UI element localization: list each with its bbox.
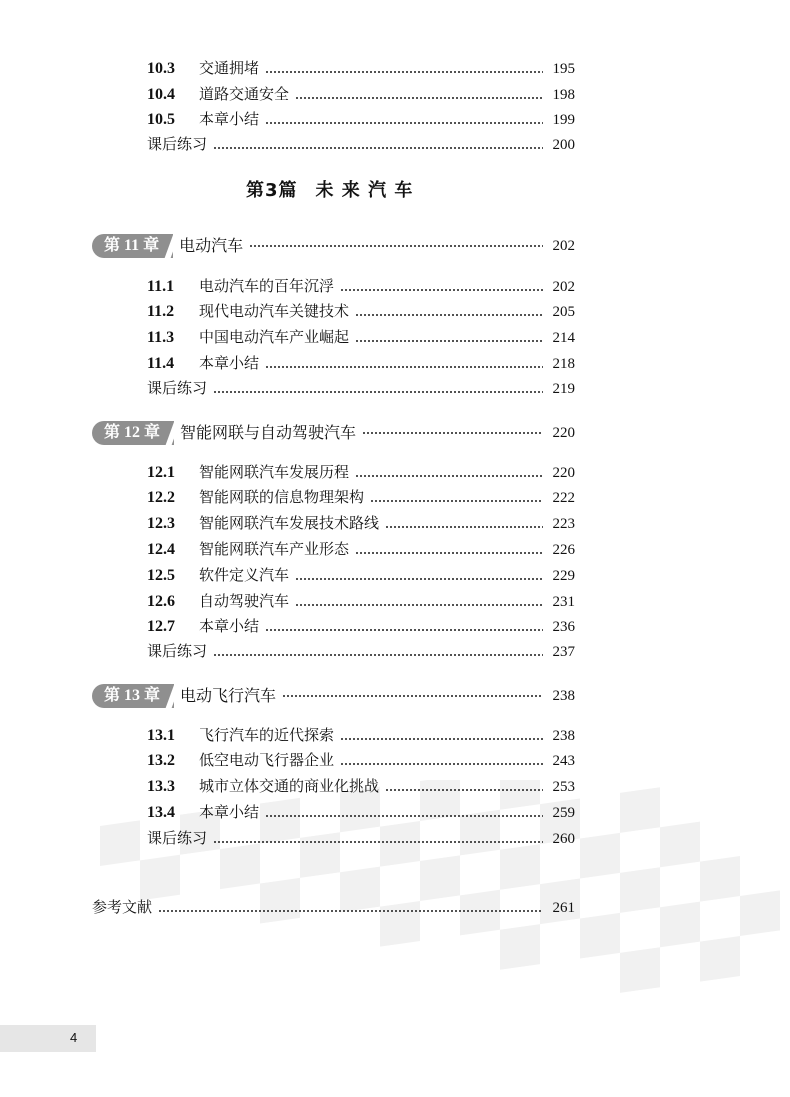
- page-ref: 238: [552, 728, 575, 744]
- page-ref: 253: [552, 779, 575, 795]
- toc-entry-12-1[interactable]: [147, 462, 575, 483]
- page-ref: 205: [552, 304, 575, 320]
- dot-leader: [362, 432, 543, 434]
- dot-leader: [340, 289, 543, 291]
- section-number: 13.1: [147, 727, 175, 744]
- toc-entry-12-5[interactable]: [147, 565, 575, 586]
- toc-entry-11-3[interactable]: [147, 327, 575, 348]
- page-ref: 236: [552, 619, 575, 635]
- page-ref: 218: [552, 356, 575, 372]
- section-number: 11.1: [147, 278, 175, 295]
- dot-leader: [295, 604, 543, 606]
- section-title: 智能网联汽车产业形态: [199, 540, 350, 558]
- chapter-title: 智能网联与自动驾驶汽车: [180, 423, 357, 442]
- toc-entry-13-2[interactable]: [147, 750, 575, 771]
- page-ref: 199: [552, 112, 575, 128]
- section-title: 中国电动汽车产业崛起: [199, 328, 350, 346]
- toc-entry-exercise-11[interactable]: [147, 378, 575, 399]
- page-ref: 195: [552, 61, 575, 77]
- dot-leader: [213, 654, 543, 656]
- dot-leader: [265, 366, 543, 368]
- dot-leader: [385, 789, 543, 791]
- toc-entry-13-3[interactable]: [147, 776, 575, 797]
- dot-leader: [265, 122, 543, 124]
- dot-leader: [213, 841, 543, 843]
- dot-leader: [282, 695, 543, 697]
- section-number: 11.3: [147, 329, 175, 346]
- page-ref: 200: [552, 137, 575, 153]
- toc-entry-11-1[interactable]: [147, 276, 575, 297]
- section-number: 11.2: [147, 303, 175, 320]
- page-ref: 260: [552, 831, 575, 847]
- section-number: 12.7: [147, 618, 175, 635]
- toc-chapter-11[interactable]: [92, 234, 575, 258]
- section-number: 10.5: [147, 111, 175, 128]
- page-ref: 220: [552, 425, 575, 441]
- chapter-badge: 第 13 章: [92, 684, 174, 708]
- dot-leader: [355, 552, 543, 554]
- page-number-box: [0, 1025, 96, 1052]
- section-title: 智能网联汽车发展历程: [199, 463, 350, 481]
- section-number: 13.2: [147, 752, 175, 769]
- dot-leader: [340, 763, 543, 765]
- dot-leader: [370, 500, 543, 502]
- page-ref: 261: [552, 900, 575, 916]
- toc-entry-12-6[interactable]: [147, 591, 575, 612]
- references-title: 参考文献: [92, 898, 153, 916]
- page-ref: 243: [552, 753, 575, 769]
- toc-entry-13-1[interactable]: [147, 725, 575, 746]
- toc-chapter-12[interactable]: [92, 421, 575, 445]
- toc-entry-exercise-12[interactable]: [147, 641, 575, 662]
- part-heading: [246, 176, 413, 202]
- toc-entry-references[interactable]: [92, 897, 575, 918]
- page-ref: 231: [552, 594, 575, 610]
- section-title: 本章小结: [199, 110, 260, 128]
- section-number: 13.4: [147, 804, 175, 821]
- dot-leader: [265, 815, 543, 817]
- page-ref: 238: [552, 688, 575, 704]
- section-title: 道路交通安全: [199, 85, 290, 103]
- toc-chapter-13[interactable]: [92, 684, 575, 708]
- section-number: 11.4: [147, 355, 175, 372]
- section-title: 本章小结: [199, 354, 260, 372]
- toc-entry-11-4[interactable]: [147, 353, 575, 374]
- dot-leader: [355, 475, 543, 477]
- section-title: 智能网联的信息物理架构: [199, 488, 365, 506]
- section-title: 现代电动汽车关键技术: [199, 302, 350, 320]
- page-ref: 237: [552, 644, 575, 660]
- toc-entry-12-4[interactable]: [147, 539, 575, 560]
- dot-leader: [340, 738, 543, 740]
- dot-leader: [265, 71, 543, 73]
- section-title: 交通拥堵: [199, 59, 260, 77]
- section-title: 软件定义汽车: [199, 566, 290, 584]
- dot-leader: [295, 578, 543, 580]
- section-title: 智能网联汽车发展技术路线: [199, 514, 380, 532]
- toc-entry-12-3[interactable]: [147, 513, 575, 534]
- section-number: 12.1: [147, 464, 175, 481]
- page-ref: 222: [552, 490, 575, 506]
- section-title: 低空电动飞行器企业: [199, 751, 335, 769]
- chapter-title: 电动汽车: [179, 236, 244, 255]
- dot-leader: [295, 97, 543, 99]
- toc-entry-12-7[interactable]: [147, 616, 575, 637]
- toc-entry-12-2[interactable]: [147, 487, 575, 508]
- section-number: 13.3: [147, 778, 175, 795]
- page-ref: 202: [552, 279, 575, 295]
- exercise-title: 课后练习: [147, 829, 208, 847]
- section-number: 12.4: [147, 541, 175, 558]
- dot-leader: [249, 245, 543, 247]
- toc-entry-11-2[interactable]: [147, 301, 575, 322]
- dot-leader: [213, 147, 543, 149]
- chapter-badge: 第 11 章: [92, 234, 173, 258]
- page-ref: 226: [552, 542, 575, 558]
- page-ref: 223: [552, 516, 575, 532]
- section-number: 12.2: [147, 489, 175, 506]
- dot-leader: [385, 526, 543, 528]
- toc-entry-exercise-10[interactable]: [147, 134, 575, 155]
- section-title: 本章小结: [199, 803, 260, 821]
- chapter-title: 电动飞行汽车: [180, 686, 277, 705]
- page-ref: 229: [552, 568, 575, 584]
- section-number: 10.3: [147, 60, 175, 77]
- section-number: 12.5: [147, 567, 175, 584]
- page-ref: 220: [552, 465, 575, 481]
- section-number: 12.3: [147, 515, 175, 532]
- page-ref: 214: [552, 330, 575, 346]
- toc-entry-10-5[interactable]: [147, 109, 575, 130]
- dot-leader: [355, 314, 543, 316]
- part-name: 未 来 汽 车: [315, 180, 414, 201]
- toc-entry-13-4[interactable]: [147, 802, 575, 823]
- dot-leader: [158, 910, 543, 912]
- page-ref: 198: [552, 87, 575, 103]
- section-title: 飞行汽车的近代探索: [199, 726, 335, 744]
- section-number: 12.6: [147, 593, 175, 610]
- dot-leader: [355, 340, 543, 342]
- exercise-title: 课后练习: [147, 642, 208, 660]
- section-number: 10.4: [147, 86, 175, 103]
- page-ref: 202: [552, 238, 575, 254]
- section-title: 电动汽车的百年沉浮: [199, 277, 335, 295]
- exercise-title: 课后练习: [147, 135, 208, 153]
- section-title: 城市立体交通的商业化挑战: [199, 777, 380, 795]
- chapter-badge: 第 12 章: [92, 421, 174, 445]
- page-ref: 219: [552, 381, 575, 397]
- section-title: 自动驾驶汽车: [199, 592, 290, 610]
- part-label: 第3篇: [246, 180, 298, 201]
- exercise-title: 课后练习: [147, 379, 208, 397]
- dot-leader: [213, 391, 543, 393]
- toc-entry-exercise-13[interactable]: [147, 828, 575, 849]
- toc-entry-10-4[interactable]: [147, 84, 575, 105]
- section-title: 本章小结: [199, 617, 260, 635]
- dot-leader: [265, 629, 543, 631]
- page-number: 4: [70, 1030, 78, 1045]
- page-ref: 259: [552, 805, 575, 821]
- toc-entry-10-3[interactable]: [147, 58, 575, 79]
